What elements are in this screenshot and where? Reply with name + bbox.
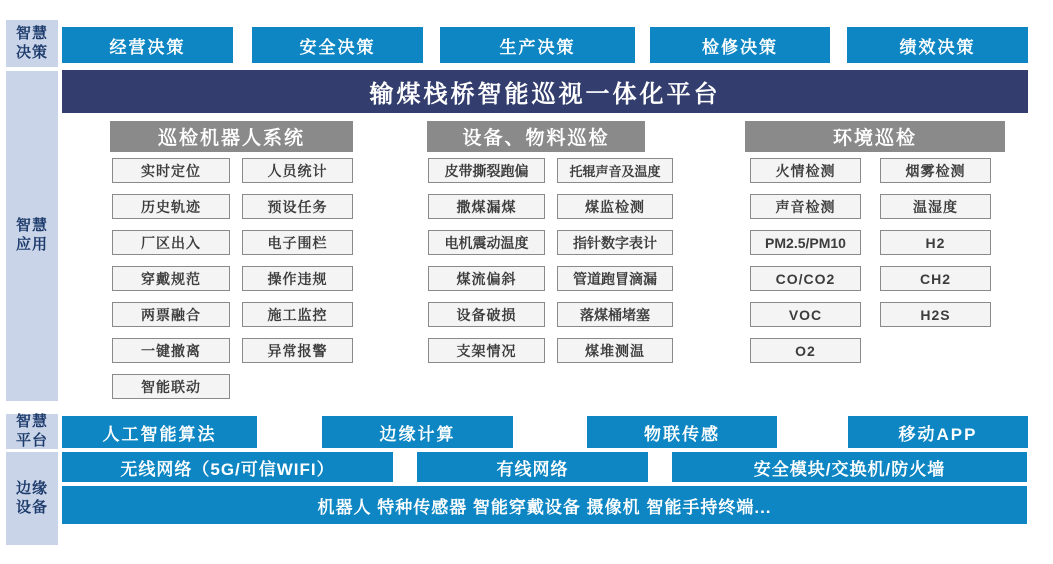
equipment-feature-box: 落煤桶堵塞 xyxy=(557,302,673,327)
equipment-feature-box: 煤流偏斜 xyxy=(428,266,545,291)
decision-bar-maintenance: 检修决策 xyxy=(650,27,830,63)
robot-feature-box: 厂区出入 xyxy=(112,230,230,255)
sidebar-label-smart-platform xyxy=(6,414,58,449)
robot-feature-box: 预设任务 xyxy=(242,194,353,219)
column-header-equipment-material: 设备、物料巡检 xyxy=(427,121,645,152)
platform-bar-iot-sensing: 物联传感 xyxy=(587,416,777,448)
decision-bar-performance: 绩效决策 xyxy=(847,27,1028,63)
edge-bar-security-module: 安全模块/交换机/防火墙 xyxy=(672,452,1027,482)
sidebar-label-edge-devices xyxy=(6,452,58,545)
environment-feature-box: CH2 xyxy=(880,266,991,291)
equipment-feature-box: 煤监检测 xyxy=(557,194,673,219)
sidebar-label-line: 边缘 xyxy=(15,479,48,497)
robot-feature-box: 两票融合 xyxy=(112,302,230,327)
sidebar-label-line: 智慧 xyxy=(15,217,48,235)
decision-bar-safety: 安全决策 xyxy=(252,27,423,63)
equipment-feature-box: 托辊声音及温度 xyxy=(557,158,673,183)
edge-bar-wired-network: 有线网络 xyxy=(417,452,648,482)
equipment-feature-box: 煤堆测温 xyxy=(557,338,673,363)
robot-feature-box: 电子围栏 xyxy=(242,230,353,255)
column-header-robot-system: 巡检机器人系统 xyxy=(110,121,353,152)
sidebar-label-line: 智慧 xyxy=(15,412,48,430)
equipment-feature-box: 撒煤漏煤 xyxy=(428,194,545,219)
robot-feature-box: 历史轨迹 xyxy=(112,194,230,219)
environment-feature-box: O2 xyxy=(750,338,861,363)
sidebar-label-line: 设备 xyxy=(15,498,48,516)
platform-bar-mobile-app: 移动APP xyxy=(848,416,1028,448)
robot-feature-box: 施工监控 xyxy=(242,302,353,327)
environment-feature-box: H2 xyxy=(880,230,991,255)
environment-feature-box: 烟雾检测 xyxy=(880,158,991,183)
column-header-environment: 环境巡检 xyxy=(745,121,1005,152)
robot-feature-box: 操作违规 xyxy=(242,266,353,291)
equipment-feature-box: 皮带撕裂跑偏 xyxy=(428,158,545,183)
sidebar-label-line: 应用 xyxy=(15,236,48,253)
robot-feature-box: 实时定位 xyxy=(112,158,230,183)
equipment-feature-box: 管道跑冒滴漏 xyxy=(557,266,673,291)
sidebar-label-smart-decision xyxy=(6,20,58,67)
sidebar-label-line: 智慧 xyxy=(15,24,48,42)
environment-feature-box: 火情检测 xyxy=(750,158,861,183)
environment-feature-box: VOC xyxy=(750,302,861,327)
decision-bar-production: 生产决策 xyxy=(440,27,635,63)
environment-feature-box: PM2.5/PM10 xyxy=(750,230,861,255)
sidebar-label-smart-application xyxy=(6,71,58,401)
edge-bar-wireless-network: 无线网络（5G/可信WIFI） xyxy=(62,452,393,482)
sidebar-label-line: 决策 xyxy=(15,43,48,61)
environment-feature-box: CO/CO2 xyxy=(750,266,861,291)
sidebar-label-line: 平台 xyxy=(15,431,48,449)
decision-bar-operations: 经营决策 xyxy=(62,27,233,63)
platform-bar-edge-computing: 边缘计算 xyxy=(322,416,513,448)
equipment-feature-box: 设备破损 xyxy=(428,302,545,327)
environment-feature-box: H2S xyxy=(880,302,991,327)
platform-bar-ai-algorithms: 人工智能算法 xyxy=(62,416,257,448)
platform-title-banner: 输煤栈桥智能巡视一体化平台 xyxy=(62,70,1028,113)
equipment-feature-box: 支架情况 xyxy=(428,338,545,363)
edge-bar-device-list: 机器人 特种传感器 智能穿戴设备 摄像机 智能手持终端... xyxy=(62,486,1027,524)
robot-feature-box: 异常报警 xyxy=(242,338,353,363)
robot-feature-box: 人员统计 xyxy=(242,158,353,183)
environment-feature-box: 声音检测 xyxy=(750,194,861,219)
equipment-feature-box: 指针数字表计 xyxy=(557,230,673,255)
environment-feature-box: 温湿度 xyxy=(880,194,991,219)
equipment-feature-box: 电机震动温度 xyxy=(428,230,545,255)
robot-feature-box: 穿戴规范 xyxy=(112,266,230,291)
robot-feature-box: 一键撤离 xyxy=(112,338,230,363)
robot-feature-box: 智能联动 xyxy=(112,374,230,399)
